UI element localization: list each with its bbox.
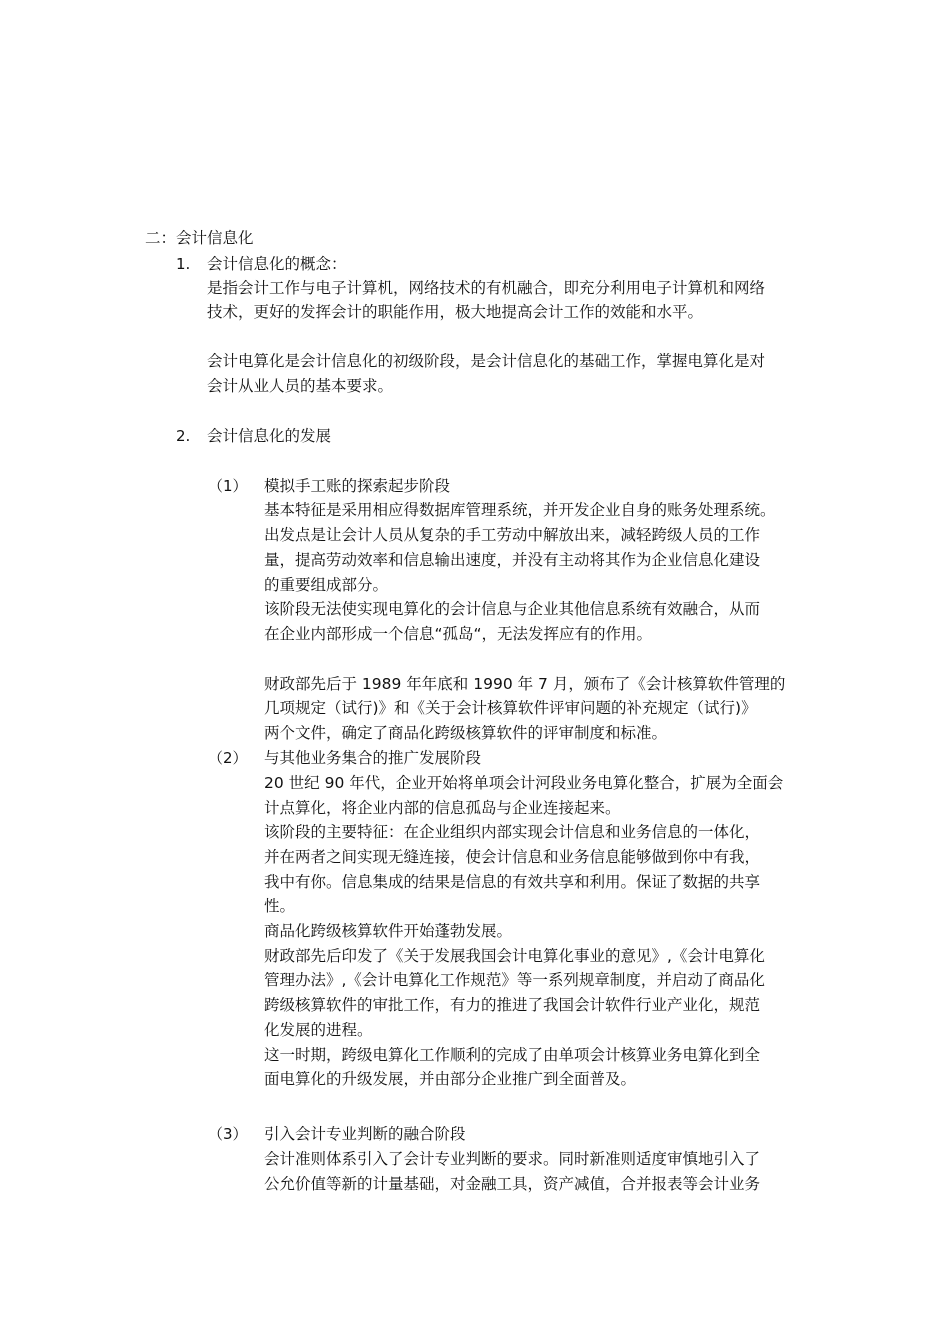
stage-3-line-1: 会计准则体系引入了会计专业判断的要求。同时新准则适度审慎地引入了 [264,1150,761,1168]
stage-1-line-5: 该阶段无法使实现电算化的会计信息与企业其他信息系统有效融合，从而 [264,600,761,618]
stage-2-line-1: 20 世纪 90 年代，企业开始将单项会计河段业务电算化整合，扩展为全面会 [264,774,784,792]
stage-2-line-9: 管理办法》,《会计电算化工作规范》等一系列规章制度，并启动了商品化 [264,971,765,989]
stage-1-line-3: 量，提高劳动效率和信息输出速度，并没有主动将其作为企业信息化建设 [264,551,761,569]
item-1-para2-line-2: 会计从业人员的基本要求。 [207,377,394,395]
stage-2-title: 与其他业务集合的推广发展阶段 [264,749,482,767]
stage-1-number: （1） [208,477,248,495]
stage-2-line-6: 性。 [264,897,296,915]
stage-1-line-7: 财政部先后于 1989 年年底和 1990 年 7 月，颁布了《会计核算软件管理的 [264,675,786,693]
item-1-para1-line-2: 技术，更好的发挥会计的职能作用，极大地提高会计工作的效能和水平。 [207,303,704,321]
stage-1-title: 模拟手工账的探索起步阶段 [264,477,451,495]
stage-2-line-5: 我中有你。信息集成的结果是信息的有效共享和利用。保证了数据的共享 [264,873,761,891]
item-1-para1-line-1: 是指会计工作与电子计算机，网络技术的有机融合，即充分利用电子计算机和网络 [207,279,766,297]
stage-2-number: （2） [208,749,248,767]
item-2-title: 会计信息化的发展 [207,427,332,445]
stage-1-line-2: 出发点是让会计人员从复杂的手工劳动中解放出来，减轻跨级人员的工作 [264,526,761,544]
stage-3-title: 引入会计专业判断的融合阶段 [264,1125,466,1143]
item-1-number: 1. [176,255,191,273]
stage-1-line-1: 基本特征是采用相应得数据库管理系统，并开发企业自身的账务处理系统。 [264,501,776,519]
stage-2-line-12: 这一时期，跨级电算化工作顺利的完成了由单项会计核算业务电算化到全 [264,1046,761,1064]
stage-1-line-8: 几项规定（试行)》和《关于会计核算软件评审问题的补充规定（试行)》 [264,699,757,717]
stage-3-number: （3） [208,1125,248,1143]
stage-2-line-2: 计点算化，将企业内部的信息孤岛与企业连接起来。 [264,799,621,817]
stage-2-line-10: 跨级核算软件的审批工作，有力的推进了我国会计软件行业产业化，规范 [264,996,761,1014]
stage-2-line-8: 财政部先后印发了《关于发展我国会计电算化事业的意见》,《会计电算化 [264,947,765,965]
item-1-para2-line-1: 会计电算化是会计信息化的初级阶段，是会计信息化的基础工作，掌握电算化是对 [207,352,766,370]
item-1-title: 会计信息化的概念： [207,255,347,273]
stage-1-line-4: 的重要组成部分。 [264,576,389,594]
stage-2-line-3: 该阶段的主要特征：在企业组织内部实现会计信息和业务信息的一体化， [264,823,761,841]
item-2-number: 2. [176,427,191,445]
stage-2-line-7: 商品化跨级核算软件开始蓬勃发展。 [264,922,513,940]
stage-1-line-6: 在企业内部形成一个信息“孤岛“，无法发挥应有的作用。 [264,625,653,643]
stage-2-line-11: 化发展的进程。 [264,1021,373,1039]
stage-2-line-13: 面电算化的升级发展，并由部分企业推广到全面普及。 [264,1070,637,1088]
stage-1-line-9: 两个文件，确定了商品化跨级核算软件的评审制度和标准。 [264,724,668,742]
section-heading: 二：会计信息化 [145,229,254,247]
stage-2-line-4: 并在两者之间实现无缝连接，使会计信息和业务信息能够做到你中有我， [264,848,761,866]
stage-3-line-2: 公允价值等新的计量基础，对金融工具，资产减值，合并报表等会计业务 [264,1175,761,1193]
